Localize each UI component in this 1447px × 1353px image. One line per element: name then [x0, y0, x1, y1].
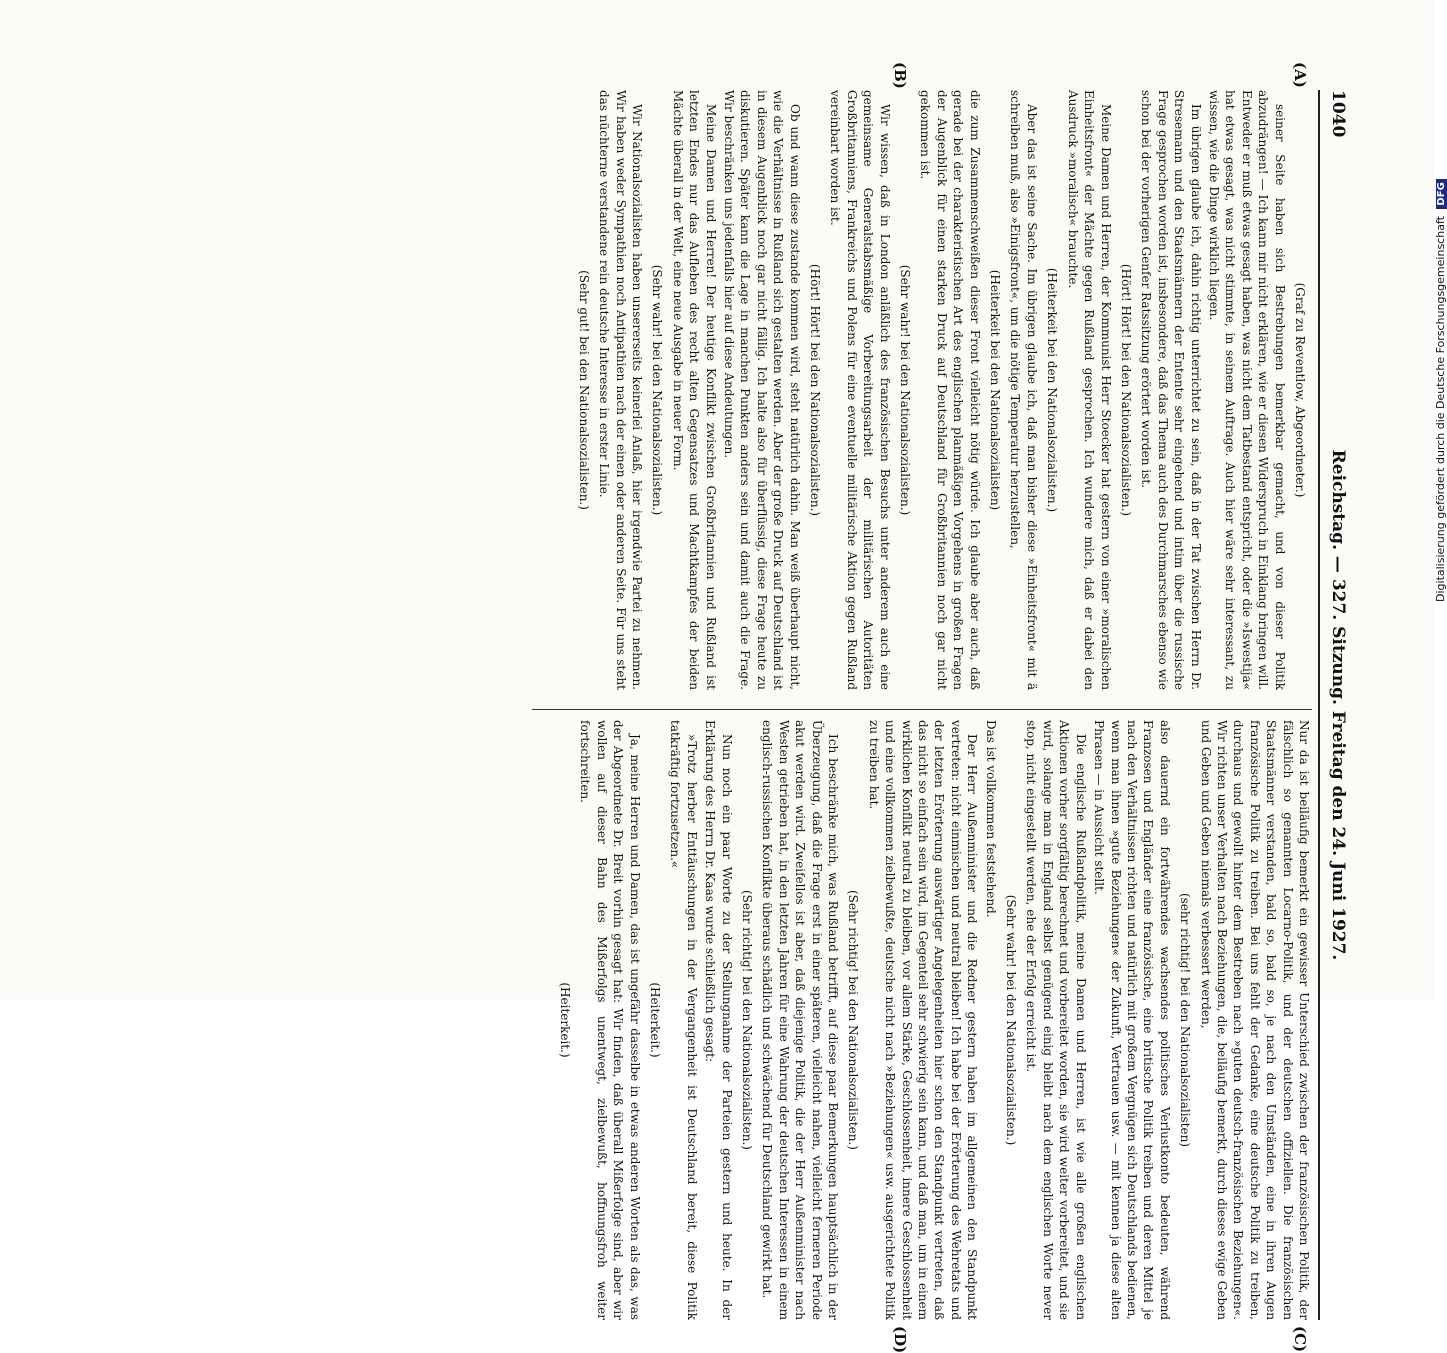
margin-letter-c: (C): [1291, 1326, 1309, 1353]
quotation: »Trotz herber Enttäuschungen in der Vergangenheit ist Deutschland bereit, diese Politik tatkräftig fortzusetzen.«: [668, 720, 699, 1320]
left-column: [532, 90, 1312, 690]
margin-letter-b: (B): [891, 62, 909, 89]
interjection: (Sehr wahr! bei den Nationalsozialisten.): [1004, 894, 1019, 1146]
right-column: [532, 720, 1312, 1320]
credit-text: Digitalisierung gefördert durch die Deutsche Forschungsgemeinschaft: [1434, 216, 1447, 602]
paragraph: seiner Seite haben sich Bestrebungen bemerkbar gemacht, und von dieser Politik abzudrängen! — Ich kann mir nicht erklären, wie er diesen Widerspruch in Einklang bringen will. Entweder er muß etwas gesagt haben, was nicht dem Tatbestand entspricht, oder die »Iswestija« hat etwas gesagt, was nicht stimmte, in seinem Auftrage. Auch hier wäre sehr interessant, zu wissen, wie die Dinge wirklich liegen.: [1206, 90, 1287, 690]
interjection: (Hört! Hört! bei den Nationalsozialisten.): [1118, 263, 1133, 517]
interjection: (Sehr richtig! bei den Nationalsozialisten.): [846, 890, 861, 1150]
paragraph: Meine Damen und Herren! Der heutige Konflikt zwischen Großbritannien und Rußland ist letzten Endes nur das Aufleben des recht alten Gegensatzes und Machtkampfes der beiden Mächte überall in der Welt, eine neue Ausgabe in neuer Form.: [670, 90, 718, 690]
paragraph: Ich beschränke mich, was Rußland betrifft, auf diese paar Bemerkungen hauptsächlich in der Überzeugung, daß die Frage erst in einer späteren, vielleicht nahen, vielleicht ferneren Periode akut werden wird. Zweifellos ist aber, daß diejenige Politik, die der Herr Außenminister nach Westen getrieben hat, in den letzten Jahren für eine Wahrung der deutschen Interessen in einem englisch-russischen Konflikte überaus schädlich und schwächend für Deutschland gewirkt hat.: [760, 720, 841, 1320]
paragraph: Im übrigen glaube ich, dahin richtig unterrichtet zu sein, daß in der Tat zwischen Herrn Dr. Stresemann und den Staatsmännern der Entente sehr eingehend und intim über die russische Frage gesprochen worden ist, insbesondere, daß das Thema auch des Durchmarsches ebenso wie schon bei der vorherigen Genfer Ratssitzung erörtert worden ist.: [1139, 90, 1203, 690]
interjection: (sehr richtig! bei den Nationalsozialisten): [1178, 892, 1193, 1148]
margin-letter-a: (A): [1291, 62, 1309, 88]
interjection: (Sehr wahr! bei den Nationalsozialisten.): [898, 264, 913, 516]
paragraph: Der Herr Außenminister und die Redner gestern haben im allgemeinen den Standpunkt vertreten: nicht einmischen und neutral bleiben! Ich habe bei der Erörterung des Wehretats und der letzten Erörterung auswärtiger Angelegenheiten hier schon den Standpunkt vertreten, daß das nicht so einfach sein wird, im Gegenteil sehr schwierig sein kann, und daß man, um in einem wirklichen Konflikt neutral zu bleiben, vor allem Stärke, Geschlossenheit, innere Geschlossenheit und eine vollkommen zielbewußte, deutsche nicht nach »Beziehungen« usw. ausgerichtete Politik zu treiben hat.: [866, 720, 980, 1320]
paragraph: die zum Zusammenschweißen dieser Front vielleicht nötig würde. Ich glaube aber auch, daß gerade bei der charakteristischen Art des englischen planmäßigen Vorgehens in großen Fragen der Augenblick für einen starken Druck auf Deutschland für Großbritannien noch gar nicht gekommen ist.: [918, 90, 982, 690]
page-header: [1322, 90, 1348, 1320]
paragraph: Meine Damen und Herren, der Kommunist Herr Stoecker hat gestern von einer »moralischen Einheitsfront« der Mächte gegen Rußland gesprochen. Ich wundere mich, daß er dabei den Ausdruck »moralisch« brauchte.: [1065, 90, 1113, 690]
column-divider: [532, 709, 1312, 710]
paragraph: Nur da ist beiläufig bemerkt ein gewisser Unterschied zwischen der französischen Politik, der fälschlich so genannten Locarno-Politik, und der deutschen offiziellen. Die französischen Staatsmänner verstanden, bald so, bald so, je nach den Umständen, eine in ihren Augen französische Politik zu treiben. Bei uns fehlt der Gedanke, eine deutsche Politik zu treiben, durchaus und gewollt hinter dem Bestreben nach »guten deutsch-französischen Beziehungen«. Wir richten unser Verhalten nach Beziehungen, die, beiläufig bemerkt, durch dieses ewige Geben und Geben und Geben niemals verbessert werden,: [1198, 720, 1311, 1320]
paragraph: Aber das ist seine Sache. Im übrigen glaube ich, daß man bisher diese »Einheitsfront« mit ä schreiben muß, also »Einigsfront«, um die nötige Temperatur herzustellen,: [1008, 90, 1039, 690]
interjection: (Heiterkeit bei den Nationalsozialisten): [988, 269, 1003, 511]
speaker-line: (Graf zu Reventlow, Abgeordneter.): [1293, 282, 1307, 498]
digitization-credit: [1434, 179, 1447, 602]
paragraph: Das ist vollkommen feststehend.: [983, 720, 998, 918]
interjection: (Sehr gut! bei den Nationalsozialisten.): [576, 270, 591, 510]
margin-letter-d: (D): [891, 1326, 909, 1353]
paragraph: also dauernd ein fortwährendes wachsendes politisches Verlustkonto bedeuten, während Franzosen und Engländer eine französische, eine britische Politik treiben und deren Mittel je nach den Verhältnissen richten und natürlich mit großem Vergnügen sich Deutschlands bedienen, wenn man ihnen »gute Beziehungen« der Zukunft, Vertrauen usw. — mit kennen ja diese alten Phrasen — in Aussicht stellt.: [1092, 720, 1172, 1320]
header-rule: [1318, 90, 1320, 1320]
page-number: 1040: [1328, 90, 1348, 138]
interjection: (Heiterkeit.): [557, 982, 572, 1058]
interjection: (Hört! Hört! bei den Nationalsozialisten.): [808, 263, 823, 517]
paragraph: Die englische Rußlandpolitik, meine Damen und Herren, ist wie alle großen englischen Aktionen vorher sorgfältig berechnet und vorbereitet worden, sie wird weiter vorbereitet, und sie wird, solange man in England selbst genügend einig bleibt nach dem englischen Worte never stop, nicht eingestellt werden, ehe der Erfolg erreicht ist.: [1024, 720, 1088, 1320]
paragraph: Ja, meine Herren und Damen, das ist ungefähr dasselbe in etwas anderen Worten als das, was der Abgeordnete Dr. Breit vorhin gesagt hat: Wir finden, daß überall Mißerfolge sind, aber wir wollen auf dieser Bahn des Mißerfolgs unentwegt, zielbewußt, hoffnungsfroh weiter fortschreiten.: [578, 720, 642, 1320]
paragraph: Wir Nationalsozialisten haben unsererseits keinerlei Anlaß, hier irgendwie Partei zu nehmen. Wir haben weder Sympathien noch Antipathien nach der einen oder anderen Seite. Für uns steht das nüchterne verstandene rein deutsche Interesse in erster Linie.: [597, 90, 644, 690]
interjection: (Sehr wahr! bei den Nationalsozialisten.): [650, 264, 665, 516]
running-title: Reichstag. — 327. Sitzung. Freitag den 24. Juni 1927.: [1328, 449, 1348, 961]
interjection: (Heiterkeit.): [647, 982, 662, 1058]
paragraph: Wir wissen, daß in London anläßlich des französischen Besuchs unter anderem auch eine gemeinsame Generalstabsmäßige Vorbereitungsarbeit der militärischen Autoritäten Großbritanniens, Frankreichs und Polens für eine eventuelle militärische Aktion gegen Rußland vereinbart worden ist.: [828, 90, 892, 690]
dfg-logo: DFG: [1436, 179, 1447, 208]
paragraph: Nun noch ein paar Worte zu der Stellungnahme der Parteien gestern und heute. In der Erklärung des Herrn Dr. Kaas wurde schließlich gesagt:: [703, 720, 734, 1320]
interjection: (Heiterkeit bei den Nationalsozialisten.): [1045, 267, 1060, 513]
interjection: (Sehr richtig! bei den Nationalsozialisten.): [740, 890, 754, 1150]
paragraph: Ob und wann diese zustande kommen wird, steht natürlich dahin. Man weiß überhaupt nicht, wie die Verhältnisse in Rußland sich gestalten werden. Aber der große Druck auf Deutschland ist in diesem Augenblick noch gar nicht fällig. Ich halte also für überflüssig, diese Frage heute zu diskutieren. Später kann die Lage in manchen Punkten anders sein und damit auch die Frage. Wir beschränken uns jedenfalls hier auf diese Andeutungen.: [722, 90, 802, 690]
